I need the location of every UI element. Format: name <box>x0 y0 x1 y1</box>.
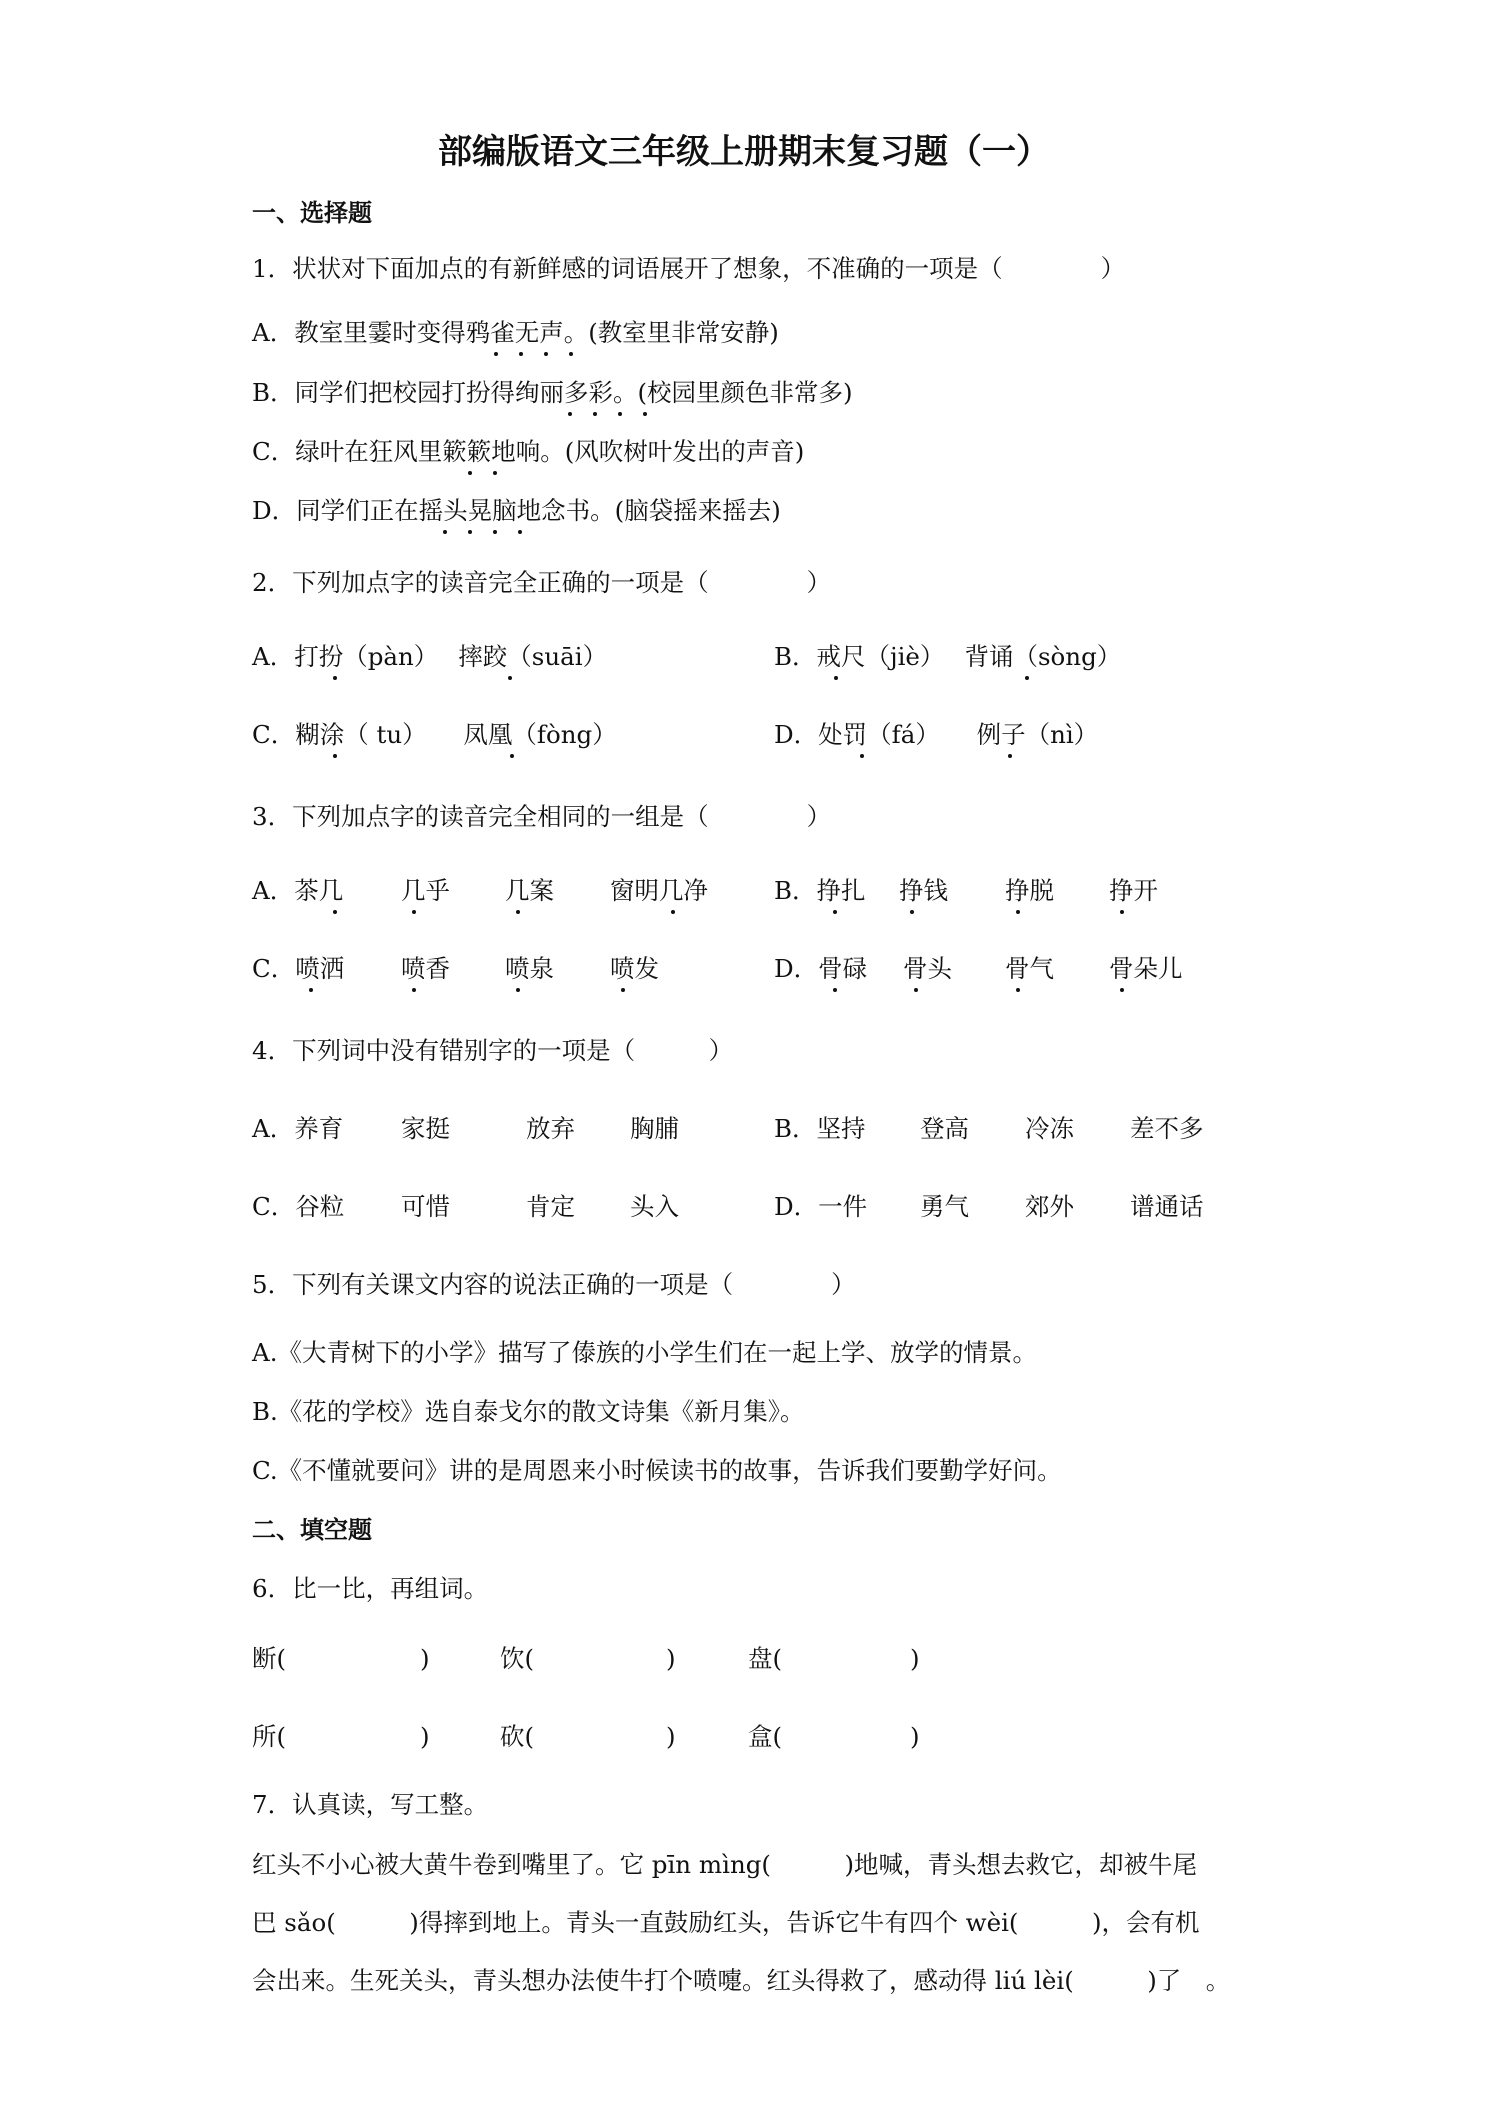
question-4-d-word-2: 勇气 <box>920 1192 969 1221</box>
q6-char-yin: 饮( <box>500 1644 535 1673</box>
emphasis-dot <box>643 412 647 416</box>
question-2-option-d: D．处罚（fá） 例子（nì） <box>774 720 1099 749</box>
emphasis-dot <box>508 676 512 680</box>
emphasis-dot <box>1025 676 1029 680</box>
question-4-b-word-2: 登高 <box>920 1114 969 1143</box>
emphasis-dot <box>593 412 597 416</box>
q6-blank-close[interactable]: ) <box>420 1644 430 1673</box>
emphasis-dot <box>569 352 573 356</box>
emphasis-dot <box>516 988 520 992</box>
emphasis-dot <box>510 754 514 758</box>
emphasis-dot <box>493 471 497 475</box>
question-3-b-word-1: B．挣扎 <box>774 876 866 905</box>
question-4-a-word-4: 胸脯 <box>630 1114 679 1143</box>
question-6-stem: 6．比一比，再组词。 <box>252 1574 489 1603</box>
question-3-stem: 3．下列加点字的读音完全相同的一组是（ ） <box>252 802 832 831</box>
question-4-d-word-1: D．一件 <box>774 1192 868 1221</box>
question-3-b-word-2: 挣钱 <box>899 876 948 905</box>
question-4-stem: 4．下列词中没有错别字的一项是（ ） <box>252 1036 734 1065</box>
q6-blank-close[interactable]: ) <box>666 1722 676 1751</box>
question-1-option-a: A．教室里霎时变得鸦雀无声。(教室里非常安静) <box>252 318 779 347</box>
question-4-c-word-3: 肯定 <box>526 1192 575 1221</box>
emphasis-dot <box>834 676 838 680</box>
question-3-a-word-4: 窗明几净 <box>610 876 708 905</box>
question-4-b-word-3: 冷冻 <box>1025 1114 1074 1143</box>
emphasis-dot <box>833 988 837 992</box>
question-5-stem: 5．下列有关课文内容的说法正确的一项是（ ） <box>252 1270 856 1299</box>
question-4-b-word-4: 差不多 <box>1130 1114 1204 1143</box>
question-1-option-b: B．同学们把校园打扮得绚丽多彩。(校园里颜色非常多) <box>252 378 853 407</box>
question-3-b-word-4: 挣开 <box>1109 876 1158 905</box>
emphasis-dot <box>1120 988 1124 992</box>
question-3-a-word-3: 几案 <box>505 876 554 905</box>
emphasis-dot <box>309 988 313 992</box>
question-4-b-word-1: B．坚持 <box>774 1114 866 1143</box>
emphasis-dot <box>494 352 498 356</box>
question-3-c-word-4: 喷发 <box>610 954 659 983</box>
question-4-c-word-1: C．谷粒 <box>252 1192 345 1221</box>
emphasis-dot <box>914 988 918 992</box>
emphasis-dot <box>518 530 522 534</box>
question-7-paragraph-line-3: 会出来。生死关头，青头想办法使牛打个喷嚏。红头得救了，感动得 liú lèi( )了 。 <box>252 1966 1231 1995</box>
question-4-d-word-4: 谱通话 <box>1130 1192 1204 1221</box>
q6-char-duan: 断( <box>252 1644 287 1673</box>
emphasis-dot <box>621 988 625 992</box>
emphasis-dot <box>412 910 416 914</box>
question-7-paragraph-line-2: 巴 sǎo( )得摔到地上。青头一直鼓励红头，告诉它牛有四个 wèi( )，会有机 <box>252 1908 1200 1937</box>
emphasis-dot <box>1008 754 1012 758</box>
emphasis-dot <box>468 471 472 475</box>
question-3-a-word-2: 几乎 <box>401 876 450 905</box>
q6-blank-close[interactable]: ) <box>910 1644 920 1673</box>
question-4-a-word-3: 放弃 <box>526 1114 575 1143</box>
emphasis-dot <box>544 352 548 356</box>
question-4-c-word-4: 头入 <box>630 1192 679 1221</box>
emphasis-dot <box>568 412 572 416</box>
question-3-c-word-1: C．喷洒 <box>252 954 345 983</box>
q6-char-suo: 所( <box>252 1722 287 1751</box>
emphasis-dot <box>412 988 416 992</box>
question-4-a-word-1: A．养育 <box>252 1114 344 1143</box>
question-3-d-word-1: D．骨碌 <box>774 954 868 983</box>
question-4-a-word-2: 家挺 <box>401 1114 450 1143</box>
emphasis-dot <box>443 530 447 534</box>
question-2-option-c: C．糊涂（ tu） 凤凰（fòng） <box>252 720 617 749</box>
section-heading-fill: 二、填空题 <box>252 1516 372 1544</box>
question-3-d-word-3: 骨气 <box>1005 954 1054 983</box>
emphasis-dot <box>333 910 337 914</box>
question-3-b-word-3: 挣脱 <box>1005 876 1054 905</box>
emphasis-dot <box>1016 910 1020 914</box>
emphasis-dot <box>468 530 472 534</box>
q6-blank-close[interactable]: ) <box>420 1722 430 1751</box>
question-3-d-word-4: 骨朵儿 <box>1109 954 1183 983</box>
question-3-c-word-2: 喷香 <box>401 954 450 983</box>
emphasis-dot <box>618 412 622 416</box>
emphasis-dot <box>671 910 675 914</box>
emphasis-dot <box>860 754 864 758</box>
question-5-option-c: C.《不懂就要问》讲的是周恩来小时候读书的故事，告诉我们要勤学好问。 <box>252 1456 1062 1485</box>
question-5-option-a: A.《大青树下的小学》描写了傣族的小学生们在一起上学、放学的情景。 <box>252 1338 1037 1367</box>
question-4-d-word-3: 郊外 <box>1025 1192 1074 1221</box>
emphasis-dot <box>493 530 497 534</box>
question-1-stem: 1．状状对下面加点的有新鲜感的词语展开了想象，不准确的一项是（ ） <box>252 254 1126 283</box>
emphasis-dot <box>1016 988 1020 992</box>
q6-blank-close[interactable]: ) <box>666 1644 676 1673</box>
question-7-paragraph-line-1: 红头不小心被大黄牛卷到嘴里了。它 pīn mìng( )地喊，青头想去救它，却被牛尾 <box>252 1850 1198 1879</box>
q6-char-kan: 砍( <box>500 1722 535 1751</box>
question-1-option-d: D．同学们正在摇头晃脑地念书。(脑袋摇来摇去) <box>252 496 781 525</box>
emphasis-dot <box>333 676 337 680</box>
emphasis-dot <box>1120 910 1124 914</box>
emphasis-dot <box>833 910 837 914</box>
emphasis-dot <box>519 352 523 356</box>
question-4-c-word-2: 可惜 <box>401 1192 450 1221</box>
question-2-stem: 2．下列加点字的读音完全正确的一项是（ ） <box>252 568 832 597</box>
question-1-option-c: C．绿叶在狂风里簌簌地响。(风吹树叶发出的声音) <box>252 437 805 466</box>
q6-char-pan: 盘( <box>748 1644 783 1673</box>
q6-char-he: 盒( <box>748 1722 783 1751</box>
question-2-option-a: A．打扮（pàn） 摔跤（suāi） <box>252 642 608 671</box>
page-title: 部编版语文三年级上册期末复习题（一） <box>438 132 1050 172</box>
emphasis-dot <box>910 910 914 914</box>
question-2-option-b: B．戒尺（jiè） 背诵（sòng） <box>774 642 1122 671</box>
question-5-option-b: B.《花的学校》选自泰戈尔的散文诗集《新月集》。 <box>252 1397 805 1426</box>
question-3-d-word-2: 骨头 <box>903 954 952 983</box>
question-3-a-word-1: A．茶几 <box>252 876 344 905</box>
section-heading-choice: 一、选择题 <box>252 199 372 227</box>
q6-blank-close[interactable]: ) <box>910 1722 920 1751</box>
question-7-stem: 7．认真读，写工整。 <box>252 1790 489 1819</box>
emphasis-dot <box>516 910 520 914</box>
question-3-c-word-3: 喷泉 <box>505 954 554 983</box>
emphasis-dot <box>333 754 337 758</box>
